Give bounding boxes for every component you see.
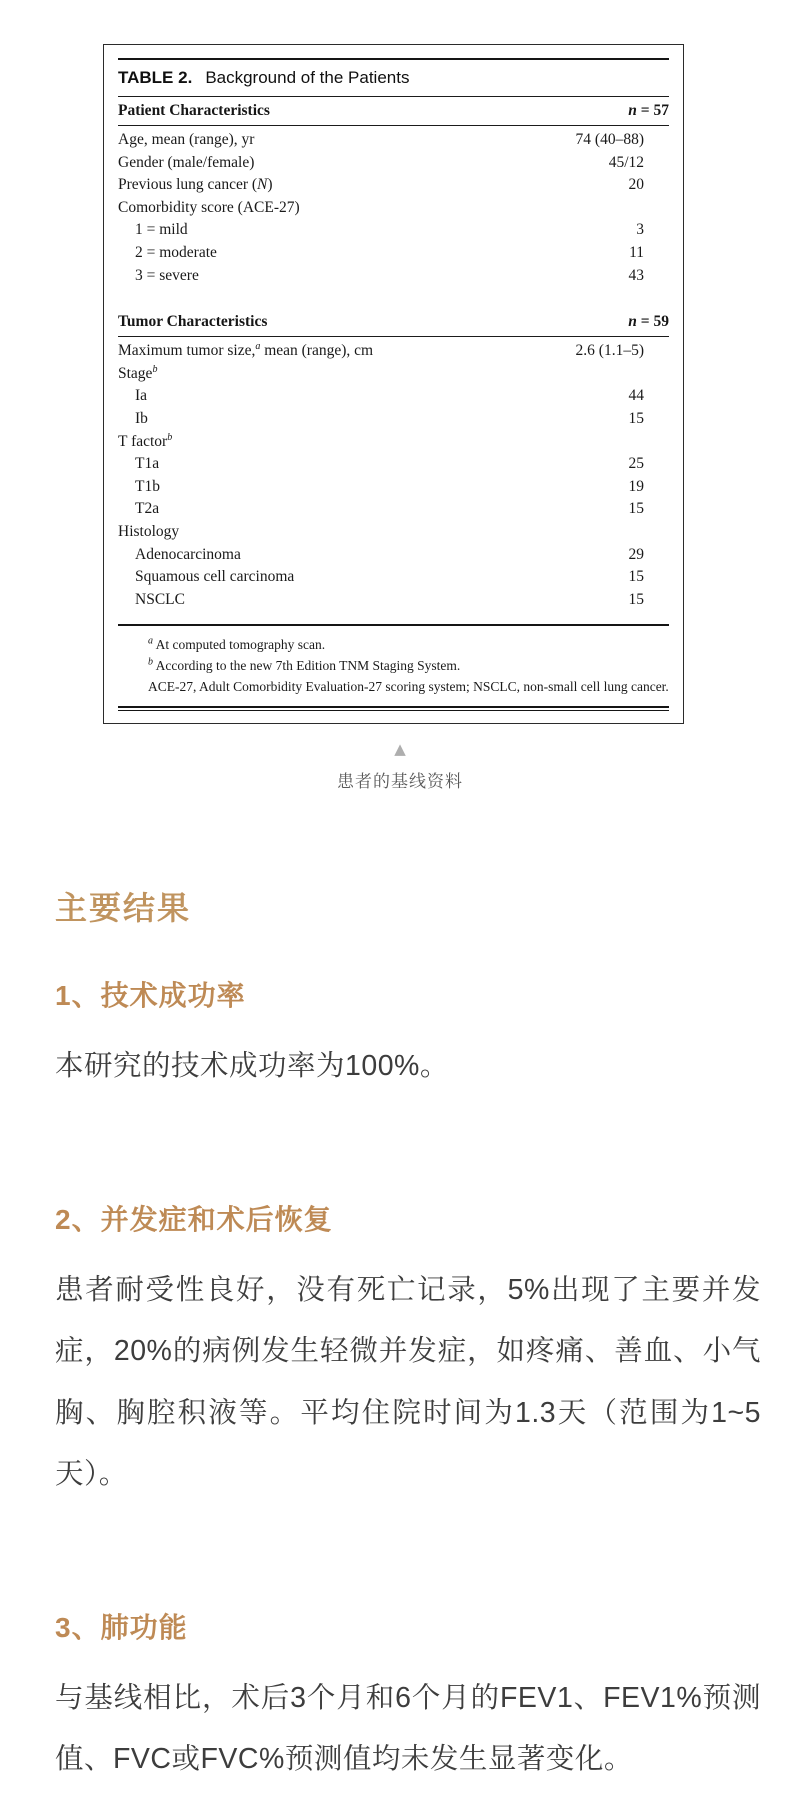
table2-box [103,44,684,724]
table-row [118,589,669,612]
result-section-heading: 1、技术成功率 [55,980,246,1012]
row-label: Stage$^b$ [118,363,158,382]
row-value: 15 [628,500,644,518]
table-footnotes [118,634,669,697]
row-label: T1b [135,477,160,495]
section-n-label: n = 59 [628,313,669,331]
row-label: Ia [135,387,148,405]
table-row [118,476,669,499]
table-row [118,544,669,567]
row-label: Maximum tumor size,$^a$ mean (range), cm [118,341,374,360]
result-section-heading: 3、肺功能 [55,1611,188,1643]
table-row [118,197,669,220]
table-row [118,363,669,386]
row-label: Ib [135,409,148,427]
table-row [118,219,669,242]
table-row [118,453,669,476]
row-label: Age, mean (range), yr [118,131,255,148]
table2-figure [0,44,800,724]
row-value: 2.6 (1.1–5) [575,342,644,360]
row-value [644,431,669,454]
row-value: 29 [628,545,644,563]
figure-caption-text: 患者的基线资料 [337,772,463,792]
result-section-heading: 2、并发症和术后恢复 [55,1203,333,1235]
row-value: 45/12 [608,153,644,171]
row-value [644,363,669,386]
table-footnote: ACE-27, Adult Comorbidity Evaluation-27 scoring system; NSCLC, non-small cell lung cancer. [148,679,669,695]
row-label: Gender (male/female) [118,153,255,171]
row-value: 15 [628,409,644,427]
table-row [118,498,669,521]
table-row [118,129,669,152]
row-value: 3 [636,221,644,239]
result-section-paragraph: 患者耐受性良好，没有死亡记录，5%出现了主要并发症，20%的病例发生轻微并发症，如疼痛、善血、小气胸、胸腔积液等。平均住院时间为1.3天（范围为1~5天）。 [55,1273,761,1491]
section-header-label: Tumor Characteristics [118,313,268,331]
table-section-header [118,308,669,336]
row-label: Squamous cell carcinoma [135,568,295,586]
result-section [55,1610,760,1791]
row-label: T factor$^b$ [118,431,173,450]
table-footnote: $^a$ At computed tomography scan. [148,635,326,653]
row-value [644,197,669,220]
row-label: NSCLC [135,590,185,608]
row-value: 15 [628,568,644,586]
row-label: 1 = mild [135,221,188,239]
table-title [118,60,669,96]
table-row [118,408,669,431]
row-value: 19 [628,477,644,495]
result-section [55,1202,760,1506]
table-row [118,174,669,197]
result-section-paragraph: 与基线相比，术后3个月和6个月的FEV1、FEV1%预测值、FVC或FVC%预测值均未发生显著变化。 [55,1681,761,1776]
row-label: T2a [135,500,160,518]
table-row [118,340,669,363]
table-row [118,521,669,544]
row-value [644,521,669,544]
article-content [55,888,760,1791]
row-value: 25 [628,455,644,473]
row-label: 2 = moderate [135,243,217,261]
table-rows [118,126,669,293]
table-section-header [118,97,669,125]
table-row [118,265,669,288]
triangle-up-icon: ▲ [394,740,406,759]
row-label: Histology [118,522,180,540]
table-row [118,566,669,589]
row-label: Previous lung cancer (N) [118,176,273,194]
row-label: Comorbidity score (ACE-27) [118,198,300,216]
figure-caption [0,740,800,792]
row-value: 43 [628,266,644,284]
result-section [55,978,760,1098]
table-number-label: TABLE 2. [118,68,193,87]
section-gap [118,293,669,308]
result-sections [55,978,760,1791]
row-value: 44 [628,387,644,405]
section-header-label: Patient Characteristics [118,102,270,119]
row-value: 20 [628,176,644,194]
row-value: 74 (40–88) [575,131,644,148]
table-sections [118,97,669,617]
section-n-label: n = 57 [628,102,669,119]
row-label: T1a [135,455,160,473]
row-value: 11 [629,243,644,261]
row-label: 3 = severe [135,266,199,284]
main-results-heading: 主要结果 [55,890,192,927]
table-end-rule [118,706,669,711]
table-footnote: $^b$ According to the new 7th Edition TNM Staging System. [148,656,461,674]
result-section-paragraph: 本研究的技术成功率为100%。 [55,1050,449,1083]
table-row [118,242,669,265]
table-row [118,152,669,175]
row-label: Adenocarcinoma [135,545,241,563]
table-row [118,431,669,454]
table-closing-rule [118,624,669,626]
table-title-text: Background of the Patients [205,68,410,87]
row-value: 15 [628,590,644,608]
table-row [118,385,669,408]
table-rows [118,337,669,617]
